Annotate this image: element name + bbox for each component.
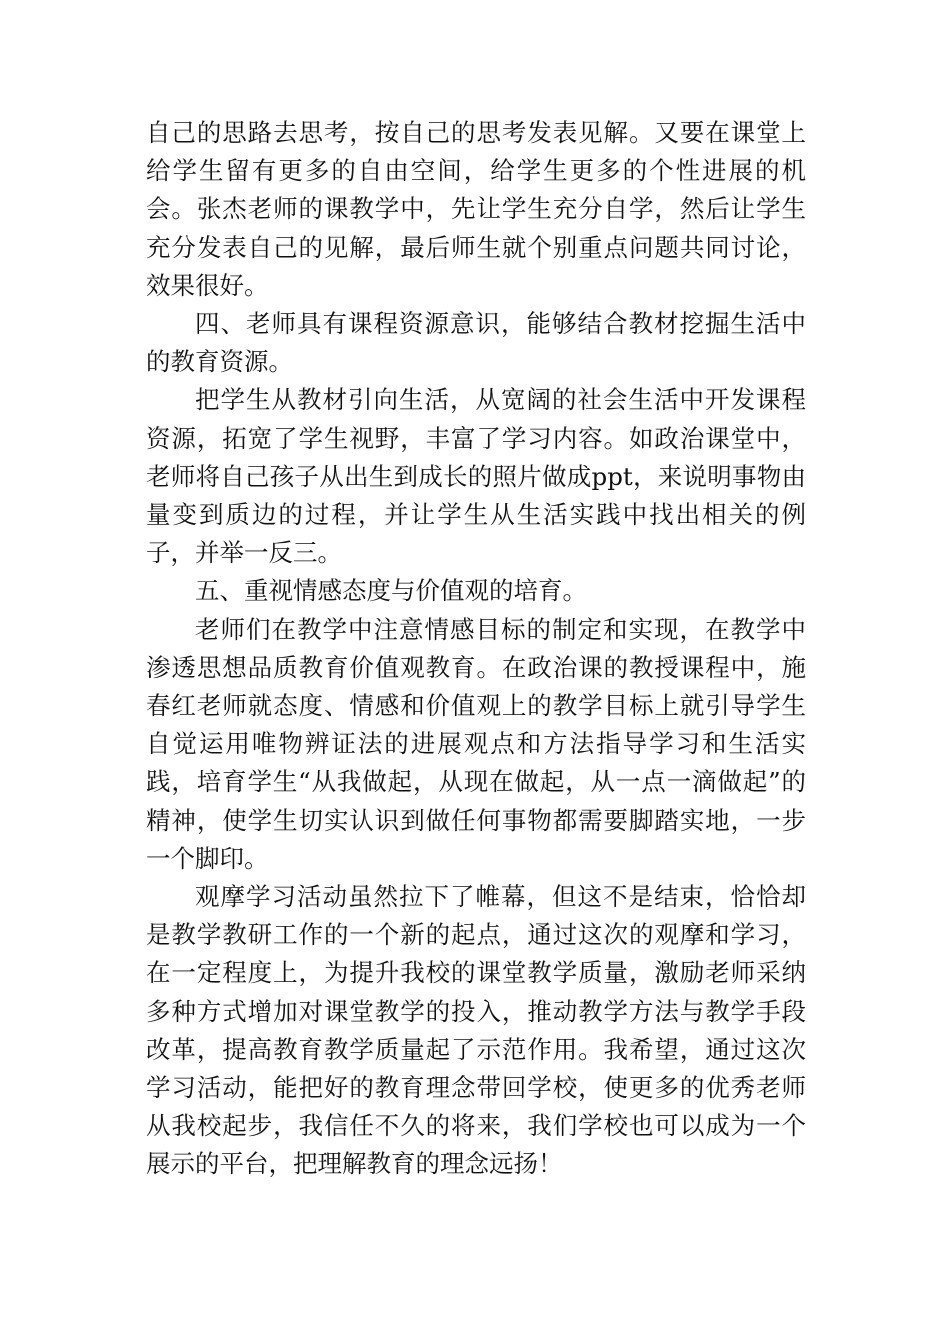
paragraph: 把学生从教材引向生活，从宽阔的社会生活中开发课程资源，拓宽了学生视野，丰富了学习内容。如政治课堂中，老师将自己孩子从出生到成长的照片做成ppt，来说明事物由量变到质边的过程，并让学生从生活实践中找出相关的例子，并举一反三。 (146, 385, 806, 568)
paragraph: 老师们在教学中注意情感目标的制定和实现，在教学中渗透思想品质教育价值观教育。在政治课的教授课程中，施春红老师就态度、情感和价值观上的教学目标上就引导学生自觉运用唯物辨证法的进展观点和方法指导学习和生活实践，培育学生“从我做起，从现在做起，从一点一滴做起”的精神，使学生切实认识到做任何事物都需要脚踏实地，一步一个脚印。 (146, 614, 806, 873)
body-text (146, 114, 806, 1184)
paragraph-closing: 观摩学习活动虽然拉下了帷幕，但这不是结束，恰恰却是教学教研工作的一个新的起点，通过这次的观摩和学习，在一定程度上，为提升我校的课堂教学质量，激励老师采纳多种方式增加对课堂教学的投入，推动教学方法与教学手段改革，提高教育教学质量起了示范作用。我希望，通过这次学习活动，能把好的教育理念带回学校，使更多的优秀老师从我校起步，我信任不久的将来，我们学校也可以成为一个展示的平台，把理解教育的理念远扬！ (146, 882, 806, 1179)
paragraph-continuation: 自己的思路去思考，按自己的思考发表见解。又要在课堂上给学生留有更多的自由空间，给学生更多的个性进展的机会。张杰老师的课教学中，先让学生充分自学，然后让学生充分发表自己的见解，最后师生就个别重点问题共同讨论，效果很好。 (146, 118, 806, 300)
section-heading-five: 五、重视情感态度与价值观的培育。 (195, 576, 587, 606)
section-heading-four: 四、老师具有课程资源意识，能够结合教材挖掘生活中的教育资源。 (146, 309, 806, 377)
